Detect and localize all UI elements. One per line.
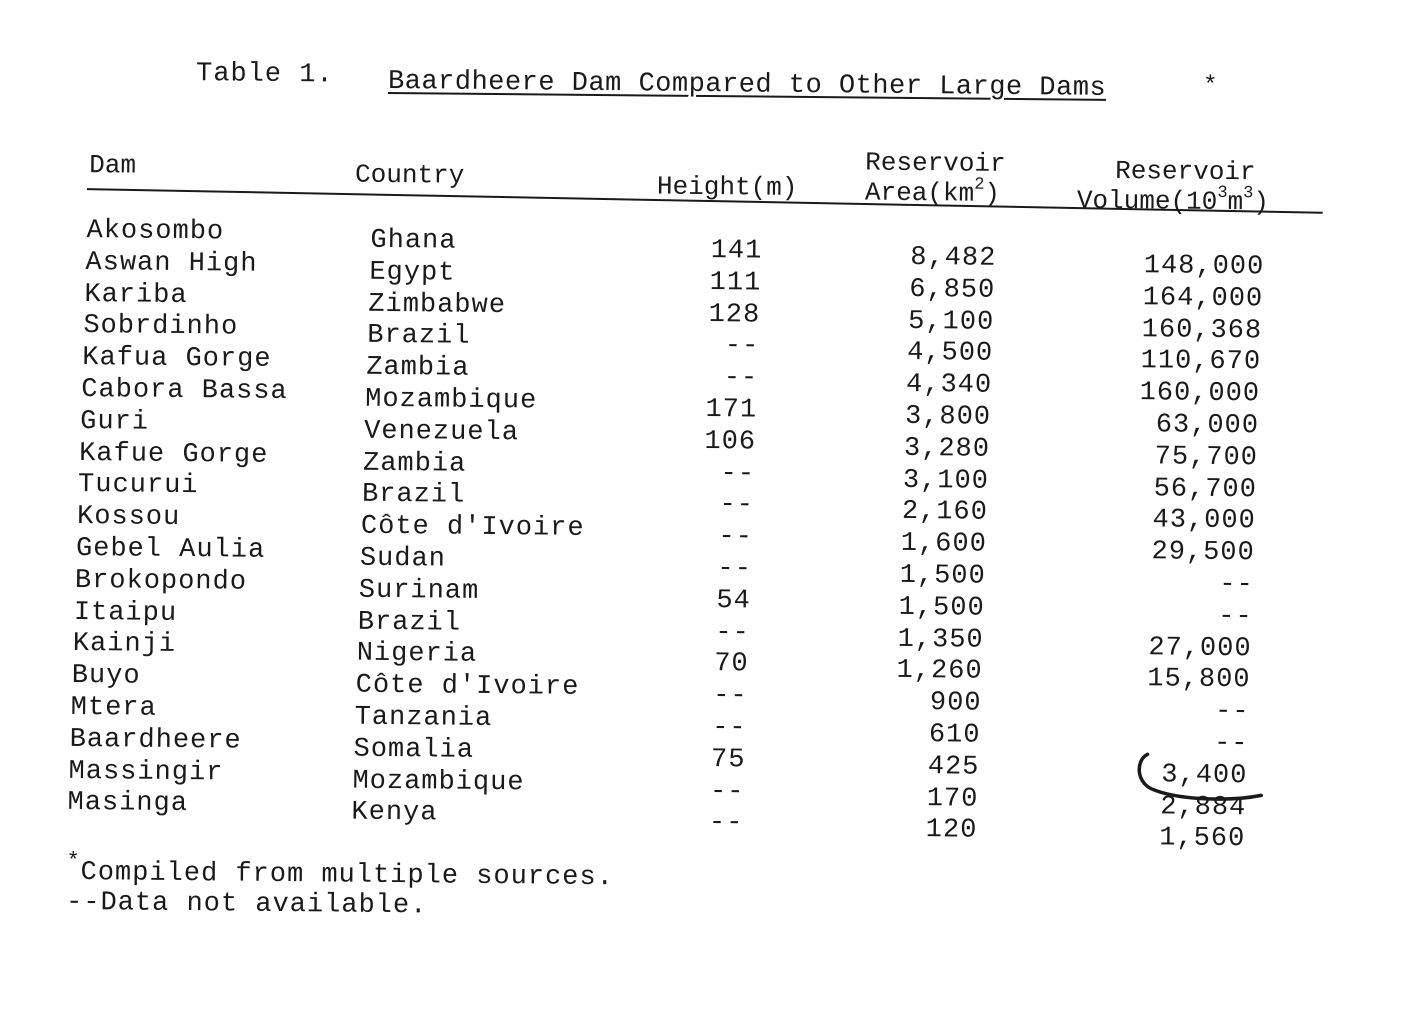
cell-country: Zambia (362, 448, 467, 480)
cell-area: 425 (927, 751, 980, 783)
cell-height: 75 (710, 744, 746, 776)
cell-area: 3,280 (903, 433, 991, 465)
cell-dam: Guri (80, 406, 150, 438)
cell-volume: 15,800 (1147, 664, 1251, 696)
cell-dam: Tucurui (77, 470, 199, 502)
header-reservoir-area (865, 148, 1006, 209)
cell-area: 3,800 (904, 401, 992, 433)
table-number: Table 1. (195, 59, 334, 91)
cell-country: Mozambique (365, 384, 538, 417)
cell-volume: 160,368 (1141, 314, 1263, 346)
cell-country: Somalia (353, 734, 475, 766)
cell-dam: Masinga (67, 788, 189, 820)
cell-height: 128 (708, 299, 761, 331)
cell-dam: Baardheere (69, 724, 242, 757)
cell-area: 6,850 (909, 274, 996, 306)
cell-dam: Gebel Aulia (75, 533, 266, 566)
cell-country: Côte d'Ivoire (355, 670, 580, 703)
cell-volume: 110,670 (1140, 346, 1262, 378)
cell-height: 106 (704, 426, 757, 458)
cell-area: 900 (929, 688, 982, 719)
cell-country: Zimbabwe (368, 289, 507, 321)
cell-height: 54 (716, 585, 751, 617)
cell-dam: Massingir (68, 756, 224, 788)
cell-volume: -- (1214, 697, 1250, 728)
cell-volume: 75,700 (1154, 442, 1259, 474)
title-footnote-marker: * (1202, 72, 1218, 100)
cell-height: 171 (705, 395, 758, 426)
table-title (1, 0, 1404, 104)
cell-area: 1,500 (898, 592, 985, 624)
cell-country: Venezuela (363, 416, 520, 449)
cell-area: 3,100 (902, 465, 990, 497)
cell-dam: Brokopondo (74, 565, 248, 598)
cell-dam: Kariba (84, 279, 188, 311)
cell-dam: Itaipu (73, 597, 178, 629)
cell-height: -- (720, 458, 756, 490)
cell-area: 8,482 (910, 242, 997, 274)
footnote-not-available: --Data not available. (65, 887, 428, 922)
cell-country: Brazil (367, 321, 471, 353)
header-volume-line1: Reservoir (1115, 155, 1256, 188)
cell-area: 1,260 (896, 656, 983, 688)
cell-dam: Kossou (76, 502, 181, 534)
cell-volume: 148,000 (1143, 251, 1265, 283)
cell-dam: Kainji (72, 629, 177, 661)
header-area-line2: $Area(km^2)$ (864, 175, 1001, 209)
header-area-line1: Reservoir (865, 147, 1006, 179)
cell-height: -- (723, 363, 759, 394)
cell-height: -- (715, 617, 750, 649)
cell-volume: -- (1219, 569, 1254, 601)
cell-dam: Akosombo (86, 216, 225, 248)
cell-country: Tanzania (354, 702, 493, 734)
cell-country: Brazil (357, 607, 462, 639)
header-height: Height(m) (656, 171, 798, 203)
cell-dam: Kafue Gorge (79, 438, 269, 471)
cell-volume: 3,400 (1161, 760, 1248, 791)
cell-height: 70 (714, 649, 749, 680)
cell-dam: Kafua Gorge (82, 343, 272, 376)
cell-country: Nigeria (356, 639, 478, 671)
cell-height: -- (708, 808, 744, 839)
cell-country: Côte d'Ivoire (360, 511, 585, 545)
cell-country: Brazil (361, 480, 466, 512)
cell-area: 170 (926, 783, 979, 815)
header-dam: Dam (89, 150, 137, 181)
table-body (0, 215, 1403, 855)
cell-dam: Mtera (70, 692, 157, 724)
cell-dam: Sobrdinho (83, 311, 239, 343)
cell-area: 1,500 (899, 560, 986, 592)
cell-volume: -- (1213, 728, 1249, 760)
cell-area: 4,340 (905, 370, 993, 401)
cell-area: 2,160 (901, 497, 989, 529)
footnote-compiled: *Compiled from multiple sources. (66, 848, 615, 894)
cell-country: Kenya (351, 797, 438, 829)
cell-volume: 27,000 (1148, 632, 1252, 664)
cell-volume: -- (1218, 601, 1253, 633)
cell-country: Surinam (358, 575, 480, 607)
cell-country: Zambia (366, 352, 470, 384)
header-country: Country (354, 159, 465, 191)
cell-height: 141 (710, 236, 763, 267)
cell-area: 610 (928, 720, 981, 751)
header-volume-line2: $Volume(10^3m^3)$ (1076, 183, 1270, 218)
cell-volume: 63,000 (1155, 410, 1260, 442)
cell-volume: 1,560 (1159, 823, 1246, 855)
cell-volume: 29,500 (1151, 537, 1255, 569)
cell-height: -- (712, 713, 747, 744)
cell-volume: 2,884 (1160, 791, 1247, 823)
cell-volume: 43,000 (1152, 505, 1256, 537)
cell-volume: 164,000 (1142, 283, 1264, 315)
cell-country: Mozambique (352, 766, 525, 798)
cell-dam: Cabora Bassa (81, 375, 288, 407)
cell-area: 5,100 (908, 306, 995, 338)
cell-height: -- (724, 331, 760, 362)
cell-height: -- (713, 681, 748, 712)
cell-country: Sudan (359, 543, 447, 575)
cell-dam: Aswan High (85, 247, 258, 280)
cell-height: -- (717, 554, 752, 585)
cell-country: Egypt (369, 257, 456, 289)
cell-volume: 56,700 (1153, 473, 1258, 505)
cell-area: 1,600 (900, 529, 987, 560)
cell-height: -- (709, 776, 745, 807)
cell-area: 4,500 (907, 338, 994, 370)
cell-height: -- (719, 490, 755, 521)
cell-area: 120 (925, 815, 978, 846)
cell-height: -- (718, 522, 754, 553)
cell-area: 1,350 (897, 624, 984, 656)
cell-height: 111 (709, 267, 762, 299)
cell-country: Ghana (370, 225, 457, 257)
cell-dam: Buyo (71, 661, 141, 692)
cell-volume: 160,000 (1139, 378, 1261, 410)
table-title-text: Baardheere Dam Compared to Other Large Dams (387, 66, 1107, 104)
